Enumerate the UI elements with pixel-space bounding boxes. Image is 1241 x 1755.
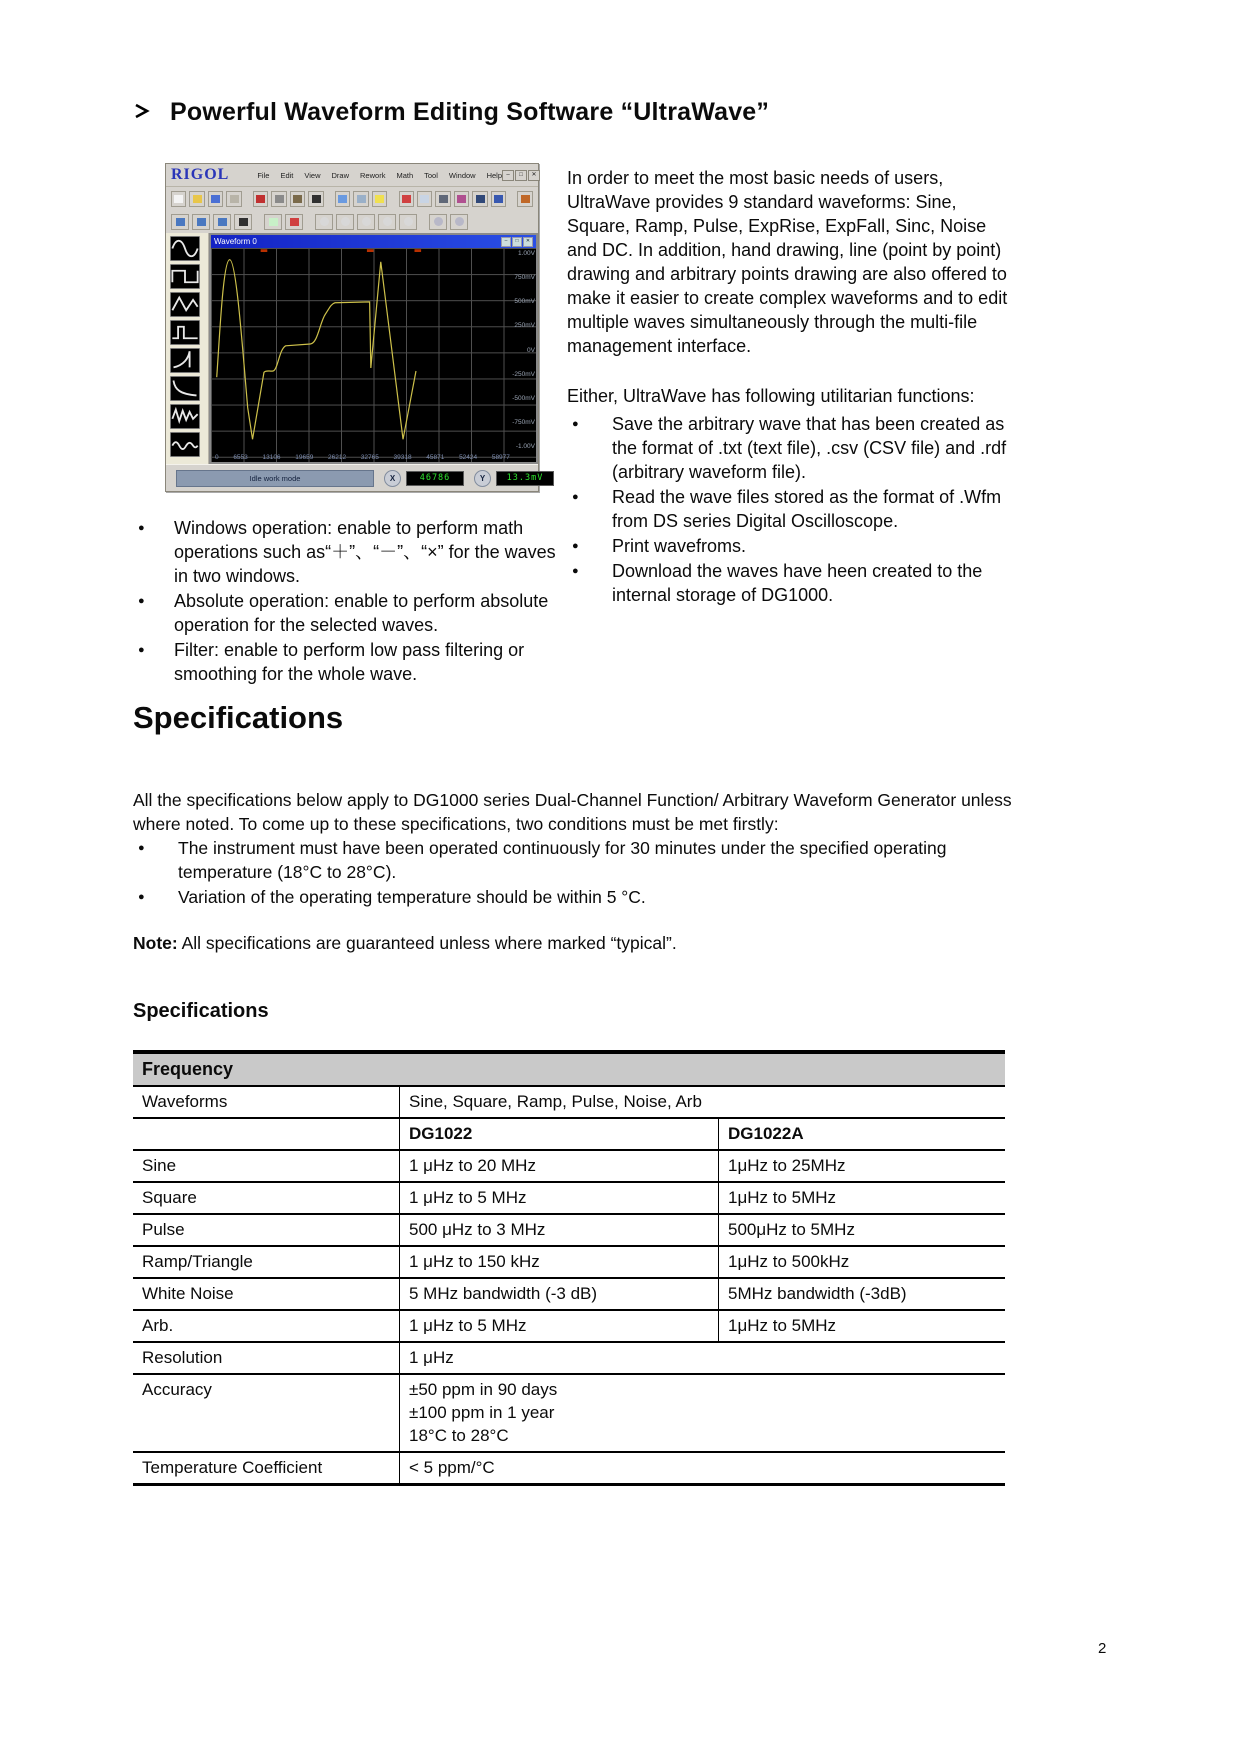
- y-axis-tick-label: 0V: [527, 346, 535, 354]
- open-folder-icon: [189, 191, 204, 207]
- spec-value: Sine, Square, Ramp, Pulse, Noise, Arb: [400, 1086, 1006, 1118]
- spec-value-dg1022: DG1022: [400, 1118, 719, 1150]
- tile-icon: [435, 191, 450, 207]
- waveform-window-controls: [501, 237, 533, 247]
- x-axis-labels: [215, 454, 510, 461]
- bullet-icon: ●: [572, 491, 579, 503]
- menu-file: File: [257, 170, 270, 180]
- app-menubar: [166, 164, 538, 187]
- y-coordinate-button: Y: [474, 470, 491, 487]
- bullet-icon: ●: [138, 595, 145, 607]
- spec-label: White Noise: [133, 1278, 400, 1310]
- specifications-heading: Specifications: [133, 700, 344, 735]
- menu-math: Math: [396, 170, 414, 180]
- bullet-text: Read the wave files stored as the format of .Wfm from DS series Digital Oscilloscope.: [612, 487, 1002, 531]
- feature-bullet: [133, 638, 565, 686]
- bullet-icon: ●: [138, 522, 145, 534]
- menu-rework: Rework: [360, 170, 386, 180]
- line-style-icon: [285, 214, 303, 230]
- app-toolbar-row2: [166, 210, 538, 233]
- menu-window: Window: [448, 170, 476, 180]
- bullet-icon: ●: [138, 842, 145, 854]
- menu-tool: Tool: [424, 170, 438, 180]
- y-readout-display: 13.3mV: [496, 471, 554, 486]
- waveform-window: [209, 233, 538, 464]
- x-coordinate-button: X: [384, 470, 401, 487]
- y-axis-labels: [512, 250, 535, 450]
- cursor-icon: [234, 214, 252, 230]
- y-axis-tick-label: -500mV: [512, 394, 535, 402]
- intro-paragraph-2: Either, UltraWave has following utilitarian functions:: [567, 386, 975, 406]
- spec-label: Resolution: [133, 1342, 400, 1374]
- print-icon: [226, 191, 241, 207]
- spec-value-dg1022a: 1μHz to 25MHz: [719, 1150, 1006, 1182]
- waveform-window-title: Waveform 0: [214, 237, 257, 246]
- condition-bullet: [133, 836, 1015, 884]
- intro-paragraph: In order to meet the most basic needs of users, UltraWave provides 9 standard waveforms: Sine, Square, Ramp, Pulse, ExpRise, ExpFall, Sinc, Noise and DC. In addition, hand drawing, line (point by point) drawing and arbitrary points drawing are also offered to make it easier to create complex waveforms and to edit multiple waves simultaneously through the multi-file management interface.: [567, 168, 1008, 356]
- feature-bullet: [567, 559, 1017, 607]
- note-text: All specifications are guaranteed unless where marked “typical”.: [177, 933, 677, 953]
- spec-label: [133, 1118, 400, 1150]
- feature-bullet: [567, 534, 1017, 558]
- paste-icon: [290, 191, 305, 207]
- bullet-text: Save the arbitrary wave that has been created as the format of .txt (text file), .csv (CSV file) and .rdf (arbitrary waveform file).: [612, 414, 1007, 482]
- select-icon: [417, 191, 432, 207]
- bullet-icon: ●: [138, 644, 145, 656]
- app-menu-items: [257, 171, 502, 180]
- y-axis-tick-label: 1.00V: [518, 250, 535, 257]
- x-axis-tick-label: 58977: [491, 454, 510, 461]
- menu-edit: Edit: [280, 170, 294, 180]
- spec-value-line: 18°C to 28°C: [409, 1426, 509, 1445]
- close-icon: ✕: [528, 170, 540, 181]
- spec-value-dg1022: 1 μHz to 20 MHz: [400, 1150, 719, 1182]
- menu-draw: Draw: [331, 170, 350, 180]
- table-section-title: Frequency: [133, 1052, 1005, 1086]
- arrowhead-bullet-icon: [133, 102, 150, 125]
- waveform-button-column: [166, 233, 209, 464]
- help-icon: [517, 191, 532, 207]
- sine-wave-button: [170, 236, 200, 261]
- zoom-out-icon: [378, 214, 396, 230]
- spec-label: Pulse: [133, 1214, 400, 1246]
- spec-value-dg1022a: DG1022A: [719, 1118, 1006, 1150]
- intro-column: [567, 166, 1017, 608]
- spec-value-dg1022a: 1μHz to 500kHz: [719, 1246, 1006, 1278]
- y-readout-group: [474, 470, 554, 487]
- table-section-row: [133, 1052, 1005, 1086]
- fill-color-icon: [264, 214, 282, 230]
- app-toolbar-row1: [166, 187, 538, 210]
- spec-bullet-list: [133, 836, 1015, 909]
- window-icon: [335, 191, 350, 207]
- bullet-icon: ●: [138, 891, 145, 903]
- table-row: [133, 1278, 1005, 1310]
- x-axis-tick-label: 39318: [393, 454, 412, 461]
- spec-value: 1 μHz: [400, 1342, 1006, 1374]
- x-axis-tick-label: 32765: [360, 454, 379, 461]
- link-icon: [454, 191, 469, 207]
- y-axis-tick-label: -750mV: [512, 418, 535, 426]
- copy-icon: [271, 191, 286, 207]
- zoom-window-icon: [399, 214, 417, 230]
- bullet-icon: ●: [572, 540, 579, 552]
- feature-bullet: [567, 485, 1017, 533]
- spec-value-dg1022: 1 μHz to 5 MHz: [400, 1182, 719, 1214]
- waveform-window-titlebar: [211, 235, 536, 248]
- waveform-plot: [211, 248, 536, 462]
- table-row: [133, 1246, 1005, 1278]
- right-bullet-list: [567, 412, 1017, 607]
- menu-help: Help: [486, 170, 503, 180]
- y-axis-tick-label: 750mV: [514, 274, 535, 282]
- wave-select-2-icon: [192, 214, 210, 230]
- cut-icon: [253, 191, 268, 207]
- zoom-prev-icon: [429, 214, 447, 230]
- play-icon: [372, 191, 387, 207]
- feature-bullet: [567, 412, 1017, 484]
- globe-icon: [472, 191, 487, 207]
- spec-label: Ramp/Triangle: [133, 1246, 400, 1278]
- frequency-spec-table: [133, 1050, 1005, 1486]
- x-axis-tick-label: 13106: [262, 454, 281, 461]
- spec-label: Waveforms: [133, 1086, 400, 1118]
- section-heading: [133, 98, 769, 127]
- bullet-text: Variation of the operating temperature should be within 5 °C.: [178, 887, 646, 907]
- bullet-text: Absolute operation: enable to perform absolute operation for the selected waves.: [174, 591, 549, 635]
- y-axis-tick-label: -250mV: [512, 370, 535, 378]
- noise-wave-button: [170, 404, 200, 429]
- spec-label: Square: [133, 1182, 400, 1214]
- y-axis-tick-label: 250mV: [514, 322, 535, 330]
- spec-label: Temperature Coefficient: [133, 1452, 400, 1485]
- table-row: [133, 1342, 1005, 1374]
- left-bullet-list: [133, 516, 565, 687]
- section-title: Powerful Waveform Editing Software “UltraWave”: [170, 98, 770, 126]
- maximize-icon: □: [512, 237, 522, 247]
- table-row: [133, 1310, 1005, 1342]
- x-readout-display: 46786: [406, 471, 464, 486]
- erase-icon: [399, 191, 414, 207]
- x-axis-tick-label: 52424: [459, 454, 478, 461]
- app-body: [166, 233, 538, 464]
- spec-value-dg1022: 1 μHz to 150 kHz: [400, 1246, 719, 1278]
- spec-value-dg1022: 1 μHz to 5 MHz: [400, 1310, 719, 1342]
- x-axis-tick-label: 0: [215, 454, 219, 461]
- x-axis-tick-label: 26212: [328, 454, 347, 461]
- ultrawave-app-screenshot: [165, 163, 544, 492]
- zoom-x-icon: [336, 214, 354, 230]
- table-row: [133, 1374, 1005, 1452]
- wave-select-3-icon: [213, 214, 231, 230]
- bullet-icon: ●: [572, 418, 579, 430]
- note-label: Note:: [133, 933, 178, 953]
- bullet-text: The instrument must have been operated continuously for 30 minutes under the specified operating temperature (18°C to 28°C).: [178, 838, 947, 882]
- x-axis-tick-label: 6553: [233, 454, 248, 461]
- rigol-logo: RIGOL: [171, 166, 230, 183]
- x-readout-group: [384, 470, 464, 487]
- menu-view: View: [304, 170, 321, 180]
- bullet-text: Filter: enable to perform low pass filtering or smoothing for the whole wave.: [174, 640, 525, 684]
- minimize-icon: –: [501, 237, 511, 247]
- status-mode: Idle work mode: [176, 470, 374, 487]
- table-row: [133, 1118, 1005, 1150]
- page-number: 2: [1098, 1640, 1107, 1657]
- specifications-subheading: Specifications: [133, 1000, 269, 1022]
- exprise-wave-button: [170, 348, 200, 373]
- feature-bullet: [133, 516, 565, 588]
- x-axis-tick-label: 45871: [426, 454, 445, 461]
- condition-bullet: [133, 885, 1015, 909]
- grid-icon: [353, 191, 368, 207]
- minimize-icon: –: [502, 170, 514, 181]
- spec-value-line: ±100 ppm in 1 year: [409, 1403, 555, 1422]
- spec-value-dg1022: 500 μHz to 3 MHz: [400, 1214, 719, 1246]
- expfall-wave-button: [170, 376, 200, 401]
- spec-value-line: ±50 ppm in 90 days: [409, 1380, 558, 1399]
- feature-bullet: [133, 589, 565, 637]
- y-axis-tick-label: -1.00V: [515, 443, 535, 450]
- ramp-wave-button: [170, 292, 200, 317]
- spec-value-dg1022a: 500μHz to 5MHz: [719, 1214, 1006, 1246]
- pulse-wave-button: [170, 320, 200, 345]
- table-row: [133, 1214, 1005, 1246]
- app-window-controls: [502, 170, 540, 181]
- spec-value: [400, 1374, 1006, 1452]
- pencil-icon: [308, 191, 323, 207]
- zoom-reset-icon: [450, 214, 468, 230]
- bullet-text: Print wavefroms.: [612, 536, 747, 556]
- new-file-icon: [171, 191, 186, 207]
- spec-label: Sine: [133, 1150, 400, 1182]
- bullet-text: Windows operation: enable to perform math operations such as“＋”、“－”、“×” for the waves in two windows.: [174, 518, 556, 586]
- app-status-bar: [166, 464, 544, 491]
- spec-label: Arb.: [133, 1310, 400, 1342]
- table-row: [133, 1150, 1005, 1182]
- table-row: [133, 1086, 1005, 1118]
- wave-select-1-icon: [171, 214, 189, 230]
- spec-intro-paragraph: All the specifications below apply to DG1000 series Dual-Channel Function/ Arbitrary Waveform Generator unless where noted. To come up to these specifications, two conditions must be met firstly:: [133, 790, 1012, 834]
- table-row: [133, 1182, 1005, 1214]
- pan-icon: [315, 214, 333, 230]
- note-line: [133, 933, 1015, 954]
- table-row: [133, 1452, 1005, 1485]
- spec-label: Accuracy: [133, 1374, 400, 1452]
- spec-value: < 5 ppm/°C: [400, 1452, 1006, 1485]
- square-wave-button: [170, 264, 200, 289]
- spec-value-dg1022a: 1μHz to 5MHz: [719, 1182, 1006, 1214]
- close-icon: ✕: [523, 237, 533, 247]
- spec-value-dg1022a: 5MHz bandwidth (-3dB): [719, 1278, 1006, 1310]
- download-icon: [491, 191, 506, 207]
- zoom-in-icon: [357, 214, 375, 230]
- x-axis-tick-label: 19659: [295, 454, 314, 461]
- spec-value-dg1022: 5 MHz bandwidth (-3 dB): [400, 1278, 719, 1310]
- bullet-icon: ●: [572, 565, 579, 577]
- bullet-text: Download the waves have heen created to the internal storage of DG1000.: [612, 561, 983, 605]
- waveform-trace: [211, 248, 512, 451]
- arb-wave-button: [170, 432, 200, 457]
- y-axis-tick-label: 500mV: [514, 298, 535, 306]
- save-icon: [208, 191, 223, 207]
- spec-value-dg1022a: 1μHz to 5MHz: [719, 1310, 1006, 1342]
- maximize-icon: □: [515, 170, 527, 181]
- specifications-intro: [133, 788, 1015, 910]
